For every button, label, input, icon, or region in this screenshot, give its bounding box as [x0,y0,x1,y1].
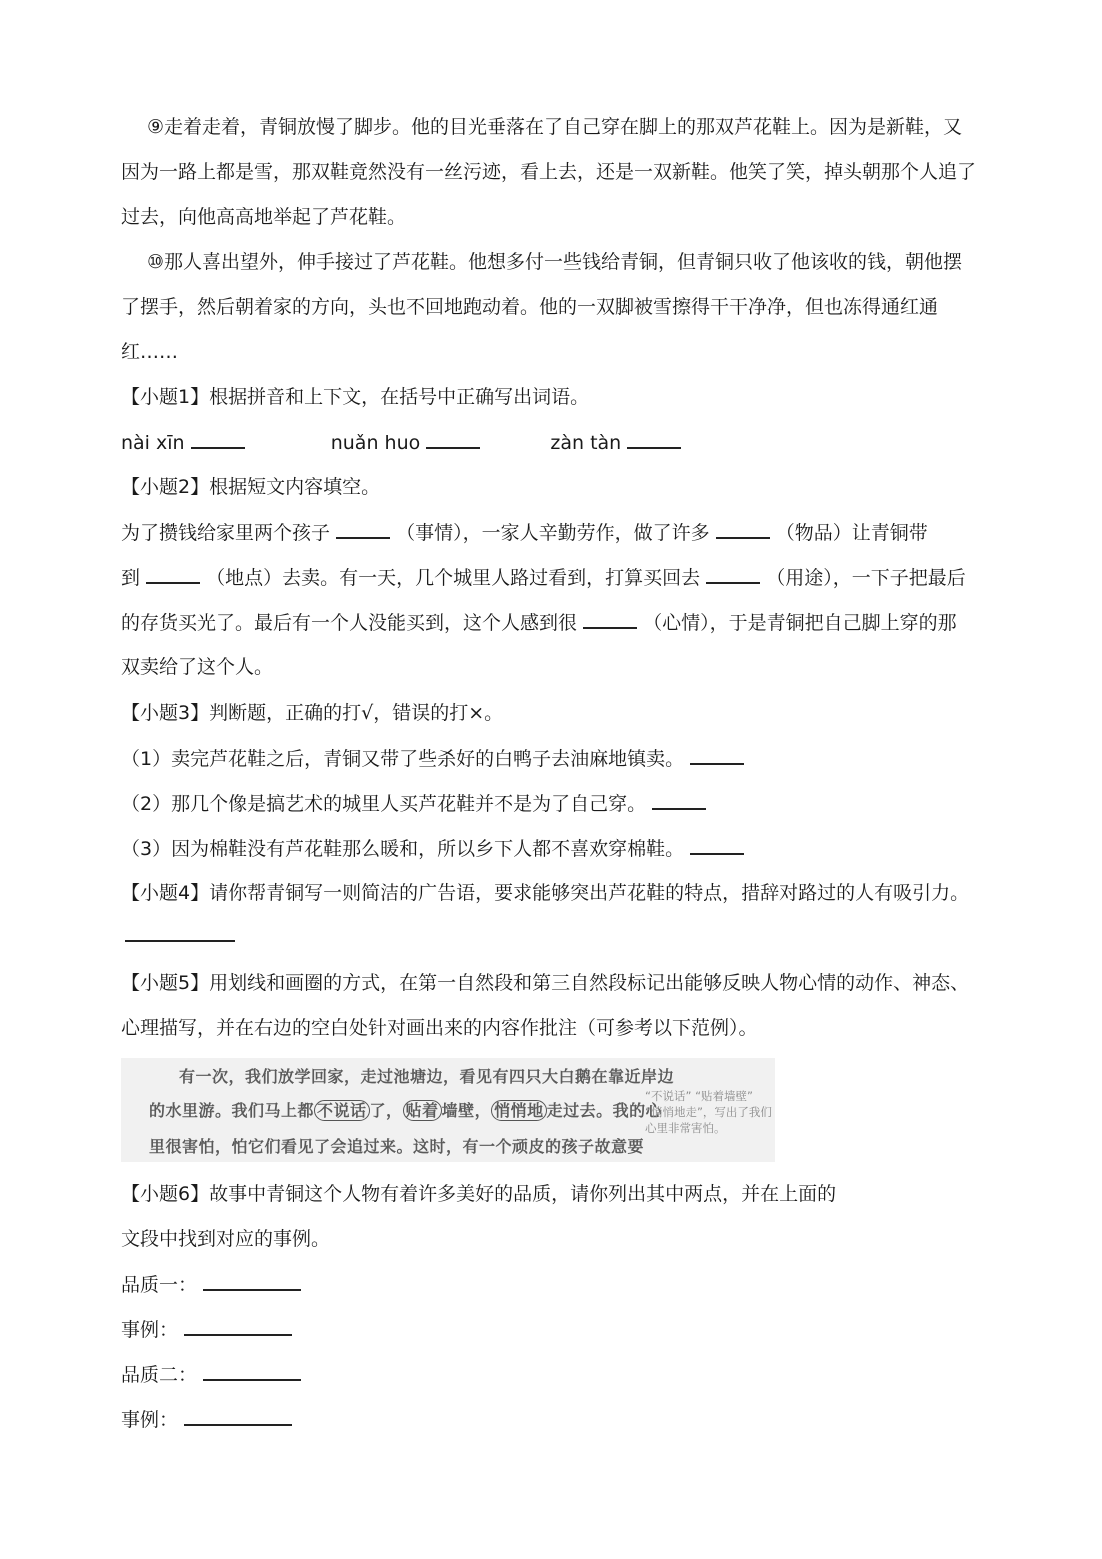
q4-answer-line[interactable] [125,922,235,949]
q2-text: （事情），一家人辛勤劳作，做了许多 [396,522,710,544]
q2-blank-item[interactable] [716,519,770,539]
paragraph-9-line-2: 因为一路上都是雪，那双鞋竟然没有一丝污迹，看上去，还是一双新鞋。他笑了笑，掉头朝那个人追了 [121,161,977,183]
q2-text: 的存货买光了。最后有一个人没能买到，这个人感到很 [121,612,578,634]
q2-text: （用途），一下子把最后 [766,567,966,589]
q2-text: （心情），于是青铜把自己脚上穿的那 [643,612,957,634]
q2-line-2 [121,564,966,591]
q1-title: 【小题1】根据拼音和上下文，在括号中正确写出词语。 [121,386,590,408]
q1-pinyin-2: nuǎn huo [330,432,421,454]
sample-text: 墙壁， [441,1101,492,1120]
q3-item-2 [121,790,706,817]
q3-answer-blank-1[interactable] [690,745,744,765]
q4-answer-blank[interactable] [125,922,235,942]
q6-title-line-2: 文段中找到对应的事例。 [121,1228,331,1250]
q6-quality-2-blank[interactable] [203,1361,301,1381]
q1-pinyin-row [121,429,681,456]
q3-statement: （2）那几个像是搞艺术的城里人买芦花鞋并不是为了自己穿。 [121,793,647,815]
q3-title: 【小题3】判断题，正确的打√，错误的打×。 [121,702,504,724]
sample-line-1: 有一次，我们放学回家，走过池塘边，看见有四只大白鹅在靠近岸边 [179,1067,675,1086]
q6-example-1 [121,1316,292,1343]
q2-text: 为了攒钱给家里两个孩子 [121,522,331,544]
q1-pinyin-3: zàn tàn [550,432,622,454]
q3-item-1 [121,745,744,772]
paragraph-9-line-3: 过去，向他高高地举起了芦花鞋。 [121,206,407,228]
q3-item-3 [121,835,744,862]
q6-label: 品质一： [121,1274,198,1296]
q2-title: 【小题2】根据短文内容填空。 [121,476,381,498]
paragraph-10-line-1: ⑩那人喜出望外，伸手接过了芦花鞋。他想多付一些钱给青铜，但青铜只收了他该收的钱，朝他摆 [147,251,963,273]
q4-title: 【小题4】请你帮青铜写一则简洁的广告语，要求能够突出芦花鞋的特点，措辞对路过的人有吸引力。 [121,882,970,904]
q1-answer-blank-2[interactable] [426,429,480,449]
q5-sample-image [121,1058,775,1162]
q1-answer-blank-1[interactable] [191,429,245,449]
sample-circled-phrase: 悄悄地 [491,1100,547,1121]
q3-answer-blank-3[interactable] [690,835,744,855]
q1-answer-blank-3[interactable] [627,429,681,449]
q5-title-line-2: 心理描写，并在右边的空白处针对画出来的内容作批注（可参考以下范例）。 [121,1017,758,1039]
q6-example-1-blank[interactable] [184,1316,292,1336]
q6-title-line-1: 【小题6】故事中青铜这个人物有着许多美好的品质，请你列出其中两点，并在上面的 [121,1183,837,1205]
q2-text: （物品）让青铜带 [775,522,928,544]
q2-line-1 [121,519,928,546]
q3-statement: （1）卖完芦花鞋之后，青铜又带了些杀好的白鸭子去油麻地镇卖。 [121,748,685,770]
q2-blank-purpose[interactable] [706,564,760,584]
q2-text: 到 [121,567,141,589]
q2-blank-place[interactable] [146,564,200,584]
paragraph-10-line-2: 了摆手，然后朝着家的方向，头也不回地跑动着。他的一双脚被雪擦得干干净净，但也冻得通红通 [121,296,939,318]
q2-line-4: 双卖给了这个人。 [121,656,274,678]
q6-example-2-blank[interactable] [184,1406,292,1426]
q2-text: （地点）去卖。有一天，几个城里人路过看到，打算买回去 [206,567,701,589]
q2-blank-event[interactable] [336,519,390,539]
paragraph-9-line-1: ⑨走着走着，青铜放慢了脚步。他的目光垂落在了自己穿在脚上的那双芦花鞋上。因为是新鞋，又 [147,116,963,138]
q6-quality-1-blank[interactable] [203,1271,301,1291]
q1-pinyin-1: nài xīn [121,432,185,454]
q6-quality-1 [121,1271,301,1298]
q6-label: 事例： [121,1319,179,1341]
sample-text: 了， [369,1101,403,1120]
q6-label: 品质二： [121,1364,198,1386]
q5-title-line-1: 【小题5】用划线和画圈的方式，在第一自然段和第三自然段标记出能够反映人物心情的动作、神态、 [121,972,970,994]
sample-line-2 [149,1098,662,1121]
q2-blank-mood[interactable] [583,609,637,629]
q3-statement: （3）因为棉鞋没有芦花鞋那么暖和，所以乡下人都不喜欢穿棉鞋。 [121,838,685,860]
q6-label: 事例： [121,1409,179,1431]
sample-circled-phrase: 贴着 [403,1100,442,1121]
sample-text: 走过去。我的心 [546,1101,663,1120]
sample-text: 的水里游。我们马上都 [149,1101,315,1120]
q6-quality-2 [121,1361,301,1388]
q2-line-3 [121,609,957,636]
paragraph-10-line-3: 红…… [121,341,179,363]
sample-annotation: “不说话” “贴着墙壁” “悄悄地走”，写出了我们心里非常害怕。 [645,1089,772,1135]
sample-circled-phrase: 不说话 [314,1100,370,1121]
q3-answer-blank-2[interactable] [652,790,706,810]
sample-line-3: 里很害怕，怕它们看见了会追过来。这时，有一个顽皮的孩子故意要 [149,1137,645,1156]
q6-example-2 [121,1406,292,1433]
